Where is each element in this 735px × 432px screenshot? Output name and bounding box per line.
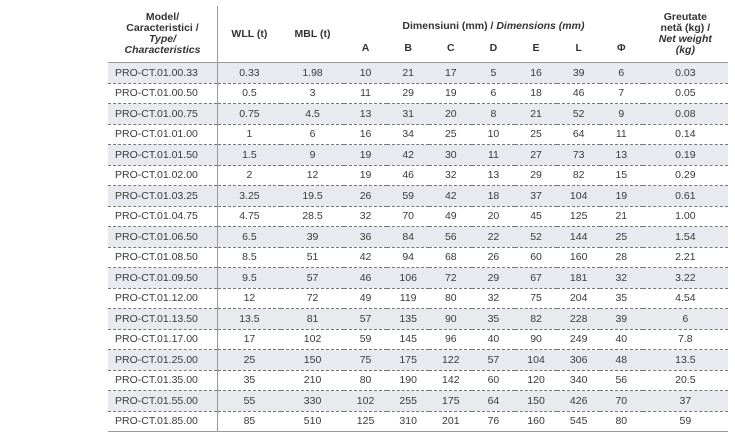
table-row	[108, 145, 728, 166]
cell-wll: 85	[217, 411, 280, 432]
specification-table-container	[108, 6, 728, 432]
cell-c: 32	[429, 165, 472, 186]
cell-weight: 4.54	[643, 288, 728, 309]
cell-e: 37	[515, 186, 558, 207]
cell-l: 125	[557, 206, 600, 227]
cell-e: 27	[515, 145, 558, 166]
cell-l: 39	[557, 63, 600, 84]
cell-model: PRO-CT.01.01.00	[108, 124, 217, 145]
header-dim-l: L	[575, 41, 582, 54]
cell-e: 104	[515, 350, 558, 371]
cell-b: 46	[387, 165, 430, 186]
cell-d: 26	[472, 247, 515, 268]
cell-d: 20	[472, 206, 515, 227]
cell-c: 122	[429, 350, 472, 371]
cell-wll: 2	[217, 165, 280, 186]
table-row	[108, 247, 728, 268]
cell-weight: 6	[643, 309, 728, 330]
cell-l: 64	[557, 124, 600, 145]
cell-c: 90	[429, 309, 472, 330]
header-dim-c: C	[446, 41, 455, 54]
cell-d: 22	[472, 227, 515, 248]
table-row	[108, 370, 728, 391]
cell-model: PRO-CT.01.12.00	[108, 288, 217, 309]
cell-model: PRO-CT.01.04.75	[108, 206, 217, 227]
cell-l: 340	[557, 370, 600, 391]
cell-e: 25	[515, 124, 558, 145]
cell-wll: 6.5	[217, 227, 280, 248]
cell-a: 46	[344, 268, 387, 289]
cell-b: 190	[387, 370, 430, 391]
cell-wll: 35	[217, 370, 280, 391]
table-row	[108, 329, 728, 350]
cell-phi: 70	[600, 391, 643, 412]
cell-l: 204	[557, 288, 600, 309]
cell-d: 60	[472, 370, 515, 391]
cell-c: 72	[429, 268, 472, 289]
header-weight-line1: Greutate	[663, 11, 707, 23]
cell-d: 11	[472, 145, 515, 166]
cell-c: 20	[429, 104, 472, 125]
cell-model: PRO-CT.01.25.00	[108, 350, 217, 371]
cell-mbl: 72	[281, 288, 344, 309]
cell-l: 426	[557, 391, 600, 412]
cell-l: 144	[557, 227, 600, 248]
cell-l: 249	[557, 329, 600, 350]
cell-c: 175	[429, 391, 472, 412]
cell-a: 102	[344, 391, 387, 412]
cell-l: 46	[557, 83, 600, 104]
cell-phi: 28	[600, 247, 643, 268]
cell-a: 125	[344, 411, 387, 432]
cell-l: 228	[557, 309, 600, 330]
cell-c: 56	[429, 227, 472, 248]
cell-weight: 20.5	[643, 370, 728, 391]
cell-phi: 80	[600, 411, 643, 432]
cell-mbl: 510	[281, 411, 344, 432]
cell-c: 49	[429, 206, 472, 227]
cell-phi: 9	[600, 104, 643, 125]
cell-a: 57	[344, 309, 387, 330]
cell-l: 181	[557, 268, 600, 289]
header-weight-line4: (kg)	[675, 44, 695, 56]
cell-wll: 55	[217, 391, 280, 412]
cell-e: 75	[515, 288, 558, 309]
cell-a: 11	[344, 83, 387, 104]
cell-phi: 19	[600, 186, 643, 207]
cell-b: 31	[387, 104, 430, 125]
cell-weight: 0.14	[643, 124, 728, 145]
cell-b: 34	[387, 124, 430, 145]
cell-mbl: 28.5	[281, 206, 344, 227]
cell-l: 160	[557, 247, 600, 268]
cell-model: PRO-CT.01.13.50	[108, 309, 217, 330]
table-row	[108, 165, 728, 186]
header-weight-line2: netă (kg) /	[660, 22, 711, 34]
cell-model: PRO-CT.01.06.50	[108, 227, 217, 248]
cell-e: 52	[515, 227, 558, 248]
cell-b: 21	[387, 63, 430, 84]
cell-weight: 13.5	[643, 350, 728, 371]
header-mbl: MBL (t)	[294, 27, 331, 40]
cell-b: 135	[387, 309, 430, 330]
cell-phi: 21	[600, 206, 643, 227]
cell-wll: 1	[217, 124, 280, 145]
table-body	[108, 63, 728, 432]
cell-phi: 11	[600, 124, 643, 145]
cell-wll: 25	[217, 350, 280, 371]
table-row	[108, 83, 728, 104]
cell-weight: 1.00	[643, 206, 728, 227]
table-header	[108, 6, 728, 63]
table-row	[108, 268, 728, 289]
cell-a: 16	[344, 124, 387, 145]
cell-e: 150	[515, 391, 558, 412]
cell-phi: 35	[600, 288, 643, 309]
header-dimensions-ro: Dimensiuni (mm) /	[402, 20, 497, 32]
cell-mbl: 6	[281, 124, 344, 145]
cell-model: PRO-CT.01.17.00	[108, 329, 217, 350]
header-dim-d: D	[489, 41, 498, 54]
cell-c: 19	[429, 83, 472, 104]
cell-l: 52	[557, 104, 600, 125]
cell-d: 76	[472, 411, 515, 432]
header-weight	[643, 6, 728, 63]
cell-a: 10	[344, 63, 387, 84]
cell-c: 30	[429, 145, 472, 166]
header-model-line2: Caracteristici /	[126, 22, 199, 34]
header-dimensions	[344, 6, 642, 34]
cell-weight: 0.61	[643, 186, 728, 207]
header-model-line3: Type/	[148, 33, 176, 45]
cell-mbl: 102	[281, 329, 344, 350]
header-dim-phi: Φ	[617, 41, 626, 54]
cell-d: 13	[472, 165, 515, 186]
cell-weight: 0.29	[643, 165, 728, 186]
table-row	[108, 227, 728, 248]
cell-d: 10	[472, 124, 515, 145]
cell-c: 68	[429, 247, 472, 268]
cell-phi: 40	[600, 329, 643, 350]
cell-model: PRO-CT.01.85.00	[108, 411, 217, 432]
cell-c: 25	[429, 124, 472, 145]
cell-mbl: 12	[281, 165, 344, 186]
cell-wll: 8.5	[217, 247, 280, 268]
cell-wll: 0.5	[217, 83, 280, 104]
cell-phi: 32	[600, 268, 643, 289]
cell-l: 545	[557, 411, 600, 432]
cell-e: 21	[515, 104, 558, 125]
cell-c: 142	[429, 370, 472, 391]
cell-mbl: 1.98	[281, 63, 344, 84]
cell-b: 94	[387, 247, 430, 268]
cell-e: 120	[515, 370, 558, 391]
cell-model: PRO-CT.01.00.75	[108, 104, 217, 125]
cell-e: 82	[515, 309, 558, 330]
cell-a: 32	[344, 206, 387, 227]
table-row	[108, 124, 728, 145]
cell-mbl: 330	[281, 391, 344, 412]
cell-a: 26	[344, 186, 387, 207]
cell-wll: 0.33	[217, 63, 280, 84]
cell-l: 73	[557, 145, 600, 166]
cell-model: PRO-CT.01.35.00	[108, 370, 217, 391]
cell-d: 18	[472, 186, 515, 207]
cell-weight: 37	[643, 391, 728, 412]
cell-d: 8	[472, 104, 515, 125]
cell-phi: 25	[600, 227, 643, 248]
cell-c: 96	[429, 329, 472, 350]
cell-b: 42	[387, 145, 430, 166]
table-row	[108, 391, 728, 412]
cell-a: 75	[344, 350, 387, 371]
table-row	[108, 350, 728, 371]
cell-b: 84	[387, 227, 430, 248]
cell-c: 42	[429, 186, 472, 207]
cell-b: 310	[387, 411, 430, 432]
cell-weight: 2.21	[643, 247, 728, 268]
cell-wll: 1.5	[217, 145, 280, 166]
cell-a: 42	[344, 247, 387, 268]
table-row	[108, 411, 728, 432]
cell-mbl: 4.5	[281, 104, 344, 125]
cell-c: 80	[429, 288, 472, 309]
cell-weight: 1.54	[643, 227, 728, 248]
table-row	[108, 104, 728, 125]
header-model-line4: Characteristics	[124, 44, 201, 56]
cell-phi: 56	[600, 370, 643, 391]
cell-wll: 4.75	[217, 206, 280, 227]
cell-wll: 9.5	[217, 268, 280, 289]
cell-phi: 7	[600, 83, 643, 104]
header-dimensions-en: Dimensions (mm)	[496, 20, 585, 32]
header-model	[108, 6, 217, 63]
cell-mbl: 81	[281, 309, 344, 330]
cell-l: 104	[557, 186, 600, 207]
cell-b: 119	[387, 288, 430, 309]
cell-weight: 7.8	[643, 329, 728, 350]
cell-d: 32	[472, 288, 515, 309]
cell-e: 45	[515, 206, 558, 227]
cell-model: PRO-CT.01.00.50	[108, 83, 217, 104]
cell-b: 255	[387, 391, 430, 412]
cell-phi: 15	[600, 165, 643, 186]
cell-wll: 0.75	[217, 104, 280, 125]
cell-b: 29	[387, 83, 430, 104]
cell-phi: 39	[600, 309, 643, 330]
table-row	[108, 206, 728, 227]
cell-wll: 13.5	[217, 309, 280, 330]
cell-d: 64	[472, 391, 515, 412]
cell-mbl: 150	[281, 350, 344, 371]
cell-b: 145	[387, 329, 430, 350]
cell-b: 59	[387, 186, 430, 207]
cell-model: PRO-CT.01.01.50	[108, 145, 217, 166]
cell-model: PRO-CT.01.00.33	[108, 63, 217, 84]
cell-e: 18	[515, 83, 558, 104]
cell-wll: 12	[217, 288, 280, 309]
table-row	[108, 63, 728, 84]
cell-weight: 0.03	[643, 63, 728, 84]
cell-weight: 0.08	[643, 104, 728, 125]
cell-phi: 6	[600, 63, 643, 84]
cell-model: PRO-CT.01.09.50	[108, 268, 217, 289]
cell-d: 40	[472, 329, 515, 350]
table-row	[108, 186, 728, 207]
cell-e: 29	[515, 165, 558, 186]
table-row	[108, 309, 728, 330]
cell-d: 5	[472, 63, 515, 84]
cell-a: 59	[344, 329, 387, 350]
cell-phi: 48	[600, 350, 643, 371]
cell-mbl: 19.5	[281, 186, 344, 207]
cell-a: 36	[344, 227, 387, 248]
cell-e: 90	[515, 329, 558, 350]
cell-e: 16	[515, 63, 558, 84]
cell-weight: 3.22	[643, 268, 728, 289]
cell-mbl: 210	[281, 370, 344, 391]
cell-model: PRO-CT.01.03.25	[108, 186, 217, 207]
cell-c: 17	[429, 63, 472, 84]
cell-a: 49	[344, 288, 387, 309]
cell-mbl: 51	[281, 247, 344, 268]
cell-a: 13	[344, 104, 387, 125]
cell-c: 201	[429, 411, 472, 432]
cell-e: 67	[515, 268, 558, 289]
header-dim-a: A	[361, 41, 370, 54]
cell-b: 175	[387, 350, 430, 371]
cell-b: 106	[387, 268, 430, 289]
specification-table	[108, 6, 728, 432]
header-dim-e: E	[532, 41, 540, 54]
cell-d: 6	[472, 83, 515, 104]
cell-weight: 0.19	[643, 145, 728, 166]
cell-e: 60	[515, 247, 558, 268]
cell-weight: 0.05	[643, 83, 728, 104]
cell-mbl: 9	[281, 145, 344, 166]
cell-model: PRO-CT.01.55.00	[108, 391, 217, 412]
cell-mbl: 57	[281, 268, 344, 289]
cell-l: 82	[557, 165, 600, 186]
cell-phi: 13	[600, 145, 643, 166]
cell-d: 57	[472, 350, 515, 371]
cell-model: PRO-CT.01.02.00	[108, 165, 217, 186]
cell-d: 35	[472, 309, 515, 330]
cell-e: 160	[515, 411, 558, 432]
cell-wll: 3.25	[217, 186, 280, 207]
cell-model: PRO-CT.01.08.50	[108, 247, 217, 268]
header-model-line1: Model/	[145, 11, 180, 23]
header-dim-b: B	[404, 41, 412, 54]
cell-wll: 17	[217, 329, 280, 350]
cell-mbl: 39	[281, 227, 344, 248]
cell-l: 306	[557, 350, 600, 371]
table-row	[108, 288, 728, 309]
cell-mbl: 3	[281, 83, 344, 104]
cell-a: 19	[344, 145, 387, 166]
header-weight-line3: Net weight	[658, 33, 712, 45]
cell-b: 70	[387, 206, 430, 227]
header-wll: WLL (t)	[231, 27, 268, 40]
cell-d: 29	[472, 268, 515, 289]
cell-a: 19	[344, 165, 387, 186]
cell-a: 80	[344, 370, 387, 391]
cell-weight: 59	[643, 411, 728, 432]
